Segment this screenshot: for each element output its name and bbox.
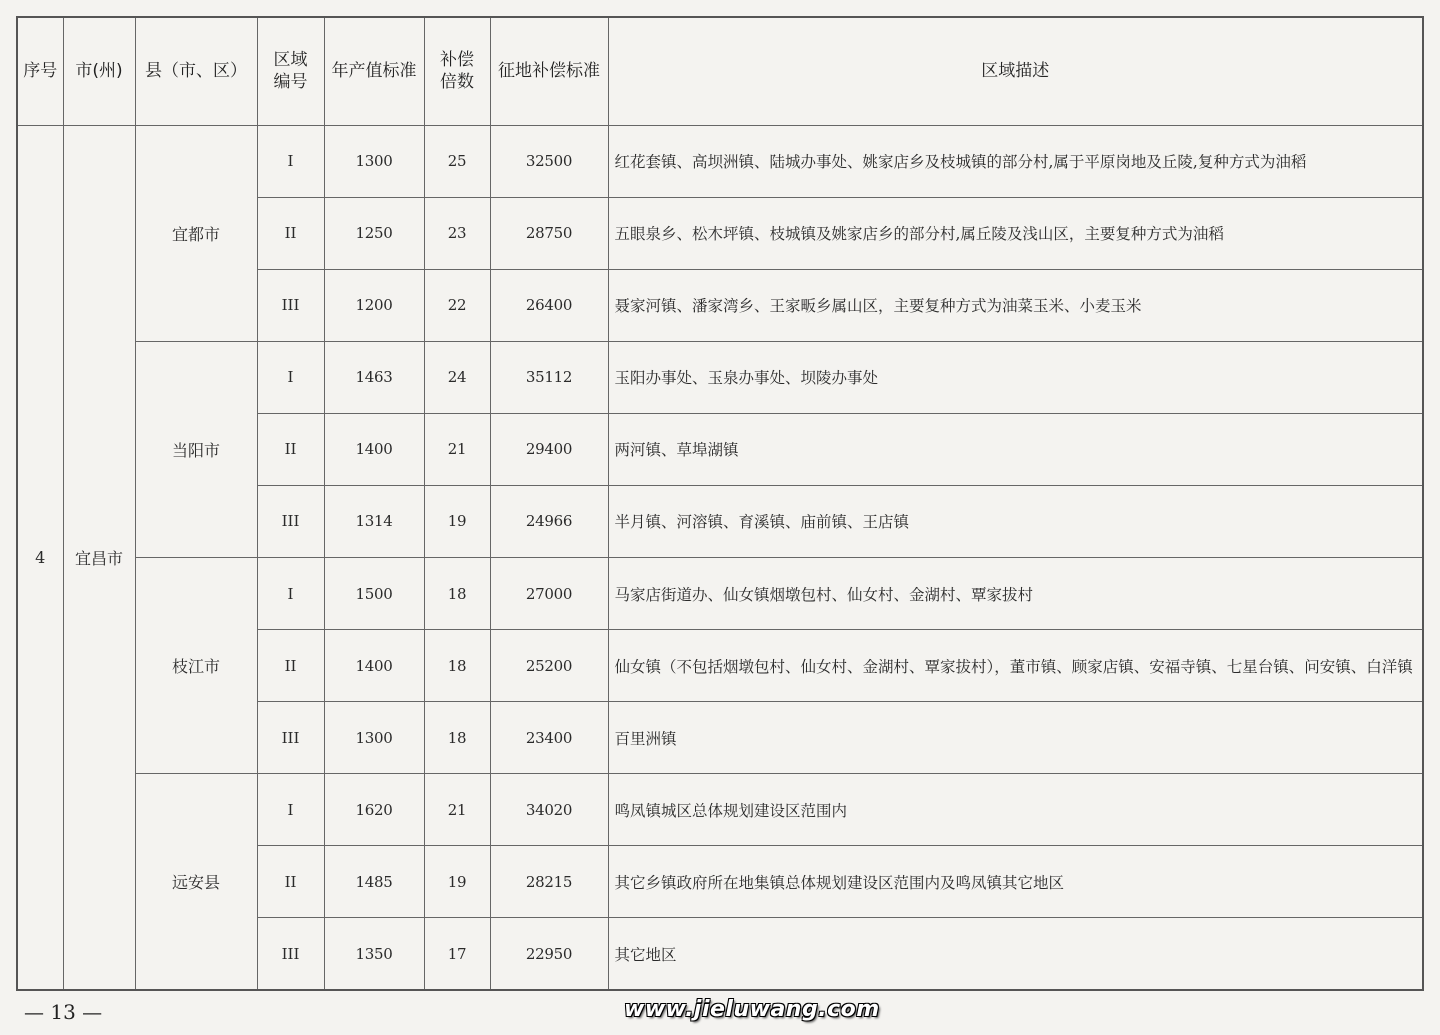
- compensation-standard-cell: 23400: [490, 702, 608, 774]
- header-row: [17, 17, 1423, 125]
- description-cell: 聂家河镇、潘家湾乡、王家畈乡属山区，主要复种方式为油菜玉米、小麦玉米: [608, 269, 1423, 341]
- compensation-standard-cell: 28215: [490, 846, 608, 918]
- annual-value-cell: 1350: [324, 918, 424, 990]
- header-multiple: [424, 17, 490, 125]
- annual-value-cell: 1620: [324, 774, 424, 846]
- compensation-standard-cell: 26400: [490, 269, 608, 341]
- header-county: 县（市、区）: [135, 17, 257, 125]
- annual-value-cell: 1485: [324, 846, 424, 918]
- description-cell: 玉阳办事处、玉泉办事处、坝陵办事处: [608, 341, 1423, 413]
- compensation-standard-cell: 34020: [490, 774, 608, 846]
- page-number: — 13 —: [24, 1000, 103, 1024]
- zone-cell: I: [257, 774, 324, 846]
- zone-cell: I: [257, 125, 324, 197]
- zone-cell: III: [257, 269, 324, 341]
- header-multiple-line1: 补偿: [440, 50, 474, 71]
- annual-value-cell: 1463: [324, 341, 424, 413]
- header-standard: 征地补偿标准: [490, 17, 608, 125]
- compensation-standard-cell: 35112: [490, 341, 608, 413]
- annual-value-cell: 1400: [324, 413, 424, 485]
- multiple-cell: 24: [424, 341, 490, 413]
- header-multiple-line2: 倍数: [440, 72, 474, 93]
- zone-cell: II: [257, 413, 324, 485]
- zone-cell: III: [257, 918, 324, 990]
- table-row: [17, 125, 1423, 197]
- multiple-cell: 18: [424, 630, 490, 702]
- header-seq: 序号: [17, 17, 63, 125]
- header-annual: 年产值标准: [324, 17, 424, 125]
- table-row: [17, 774, 1423, 846]
- annual-value-cell: 1200: [324, 269, 424, 341]
- description-cell: 红花套镇、高坝洲镇、陆城办事处、姚家店乡及枝城镇的部分村,属于平原岗地及丘陵,复种方式为油稻: [608, 125, 1423, 197]
- description-cell: 鸣凤镇城区总体规划建设区范围内: [608, 774, 1423, 846]
- description-cell: 马家店街道办、仙女镇烟墩包村、仙女村、金湖村、覃家拔村: [608, 557, 1423, 629]
- description-cell: 仙女镇（不包括烟墩包村、仙女村、金湖村、覃家拔村），董市镇、顾家店镇、安福寺镇、七星台镇、问安镇、白洋镇: [608, 630, 1423, 702]
- compensation-standard-cell: 27000: [490, 557, 608, 629]
- multiple-cell: 21: [424, 774, 490, 846]
- zone-cell: II: [257, 197, 324, 269]
- multiple-cell: 19: [424, 846, 490, 918]
- zone-cell: III: [257, 702, 324, 774]
- zone-cell: I: [257, 341, 324, 413]
- county-cell: 当阳市: [135, 341, 257, 557]
- zone-cell: I: [257, 557, 324, 629]
- table-row: [17, 557, 1423, 629]
- zone-cell: III: [257, 485, 324, 557]
- multiple-cell: 19: [424, 485, 490, 557]
- multiple-cell: 22: [424, 269, 490, 341]
- compensation-standard-cell: 32500: [490, 125, 608, 197]
- header-zone: [257, 17, 324, 125]
- description-cell: 其它乡镇政府所在地集镇总体规划建设区范围内及鸣凤镇其它地区: [608, 846, 1423, 918]
- annual-value-cell: 1300: [324, 702, 424, 774]
- compensation-standard-cell: 24966: [490, 485, 608, 557]
- multiple-cell: 18: [424, 702, 490, 774]
- land-compensation-table: [16, 16, 1424, 991]
- header-city: 市(州): [63, 17, 135, 125]
- description-cell: 两河镇、草埠湖镇: [608, 413, 1423, 485]
- watermark: www.jieluwang.com: [624, 997, 880, 1022]
- description-cell: 其它地区: [608, 918, 1423, 990]
- description-cell: 五眼泉乡、松木坪镇、枝城镇及姚家店乡的部分村,属丘陵及浅山区，主要复种方式为油稻: [608, 197, 1423, 269]
- annual-value-cell: 1250: [324, 197, 424, 269]
- zone-cell: II: [257, 630, 324, 702]
- header-zone-line2: 编号: [273, 72, 308, 93]
- description-cell: 百里洲镇: [608, 702, 1423, 774]
- county-cell: 枝江市: [135, 557, 257, 773]
- compensation-standard-cell: 29400: [490, 413, 608, 485]
- header-zone-line1: 区域: [273, 50, 308, 71]
- city-cell: 宜昌市: [63, 125, 135, 990]
- header-desc: 区域描述: [608, 17, 1423, 125]
- annual-value-cell: 1314: [324, 485, 424, 557]
- compensation-standard-cell: 22950: [490, 918, 608, 990]
- annual-value-cell: 1400: [324, 630, 424, 702]
- annual-value-cell: 1300: [324, 125, 424, 197]
- annual-value-cell: 1500: [324, 557, 424, 629]
- multiple-cell: 21: [424, 413, 490, 485]
- multiple-cell: 25: [424, 125, 490, 197]
- multiple-cell: 17: [424, 918, 490, 990]
- description-cell: 半月镇、河溶镇、育溪镇、庙前镇、王店镇: [608, 485, 1423, 557]
- table-row: [17, 341, 1423, 413]
- seq-cell: 4: [17, 125, 63, 990]
- compensation-standard-cell: 28750: [490, 197, 608, 269]
- county-cell: 远安县: [135, 774, 257, 990]
- county-cell: 宜都市: [135, 125, 257, 341]
- compensation-standard-cell: 25200: [490, 630, 608, 702]
- zone-cell: II: [257, 846, 324, 918]
- multiple-cell: 18: [424, 557, 490, 629]
- multiple-cell: 23: [424, 197, 490, 269]
